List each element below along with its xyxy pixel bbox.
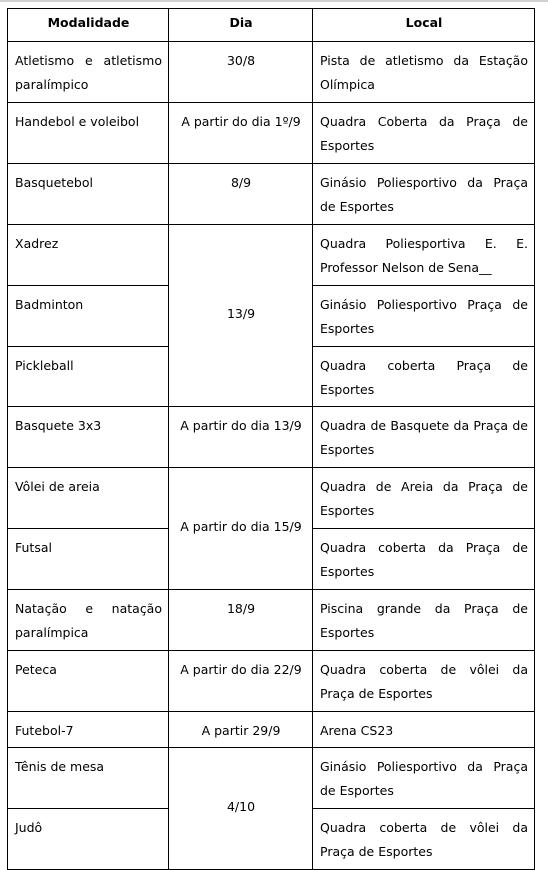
cell-modalidade: Futsal bbox=[8, 529, 169, 590]
cell-modalidade: Peteca bbox=[8, 651, 169, 712]
cell-dia: 8/9 bbox=[169, 164, 313, 225]
cell-local: Ginásio Poliesportivo Praça de Esportes bbox=[313, 286, 535, 347]
top-border bbox=[0, 0, 548, 2]
cell-dia-merged: A partir do dia 15/9 bbox=[169, 468, 313, 590]
cell-local: Ginásio Poliesportivo da Praça de Esportes bbox=[313, 748, 535, 809]
table-row bbox=[8, 468, 535, 529]
cell-modalidade: Natação e natação paralímpica bbox=[8, 590, 169, 651]
cell-local: Ginásio Poliesportivo da Praça de Esportes bbox=[313, 164, 535, 225]
cell-dia-merged: 4/10 bbox=[169, 748, 313, 870]
cell-local: Quadra Poliesportiva E. E. Professor Nelson de Sena__ bbox=[313, 225, 535, 286]
header-modalidade: Modalidade bbox=[8, 9, 169, 42]
table-row bbox=[8, 42, 535, 103]
cell-modalidade: Futebol-7 bbox=[8, 712, 169, 748]
table-row bbox=[8, 590, 535, 651]
cell-modalidade: Badminton bbox=[8, 286, 169, 347]
cell-local: Quadra coberta de vôlei da Praça de Esportes bbox=[313, 651, 535, 712]
cell-local: Quadra coberta Praça de Esportes bbox=[313, 347, 535, 407]
schedule-table bbox=[7, 8, 535, 870]
cell-dia: A partir 29/9 bbox=[169, 712, 313, 748]
cell-local: Quadra de Areia da Praça de Esportes bbox=[313, 468, 535, 529]
header-dia: Dia bbox=[169, 9, 313, 42]
cell-dia: 18/9 bbox=[169, 590, 313, 651]
cell-local: Quadra Coberta da Praça de Esportes bbox=[313, 103, 535, 164]
cell-local: Quadra coberta de vôlei da Praça de Esportes bbox=[313, 809, 535, 870]
cell-modalidade: Vôlei de areia bbox=[8, 468, 169, 529]
table-row bbox=[8, 225, 535, 286]
cell-modalidade: Judô bbox=[8, 809, 169, 870]
cell-modalidade: Xadrez bbox=[8, 225, 169, 286]
cell-dia: A partir do dia 13/9 bbox=[169, 407, 313, 468]
table-row bbox=[8, 748, 535, 809]
cell-local: Quadra de Basquete da Praça de Esportes bbox=[313, 407, 535, 468]
cell-modalidade: Handebol e voleibol bbox=[8, 103, 169, 164]
cell-modalidade: Basquete 3x3 bbox=[8, 407, 169, 468]
cell-dia: A partir do dia 22/9 bbox=[169, 651, 313, 712]
header-local: Local bbox=[313, 9, 535, 42]
cell-modalidade: Pickleball bbox=[8, 347, 169, 407]
cell-modalidade: Basquetebol bbox=[8, 164, 169, 225]
table-row bbox=[8, 103, 535, 164]
table-row bbox=[8, 712, 535, 748]
table-row bbox=[8, 164, 535, 225]
cell-dia: A partir do dia 1º/9 bbox=[169, 103, 313, 164]
cell-local: Arena CS23 bbox=[313, 712, 535, 748]
header-row bbox=[8, 9, 535, 42]
cell-modalidade: Tênis de mesa bbox=[8, 748, 169, 809]
table-row bbox=[8, 651, 535, 712]
cell-dia: 30/8 bbox=[169, 42, 313, 103]
cell-local: Piscina grande da Praça de Esportes bbox=[313, 590, 535, 651]
table-row bbox=[8, 407, 535, 468]
cell-modalidade: Atletismo e atletismo paralímpico bbox=[8, 42, 169, 103]
cell-dia-merged: 13/9 bbox=[169, 225, 313, 407]
cell-local: Quadra coberta da Praça de Esportes bbox=[313, 529, 535, 590]
cell-local: Pista de atletismo da Estação Olímpica bbox=[313, 42, 535, 103]
